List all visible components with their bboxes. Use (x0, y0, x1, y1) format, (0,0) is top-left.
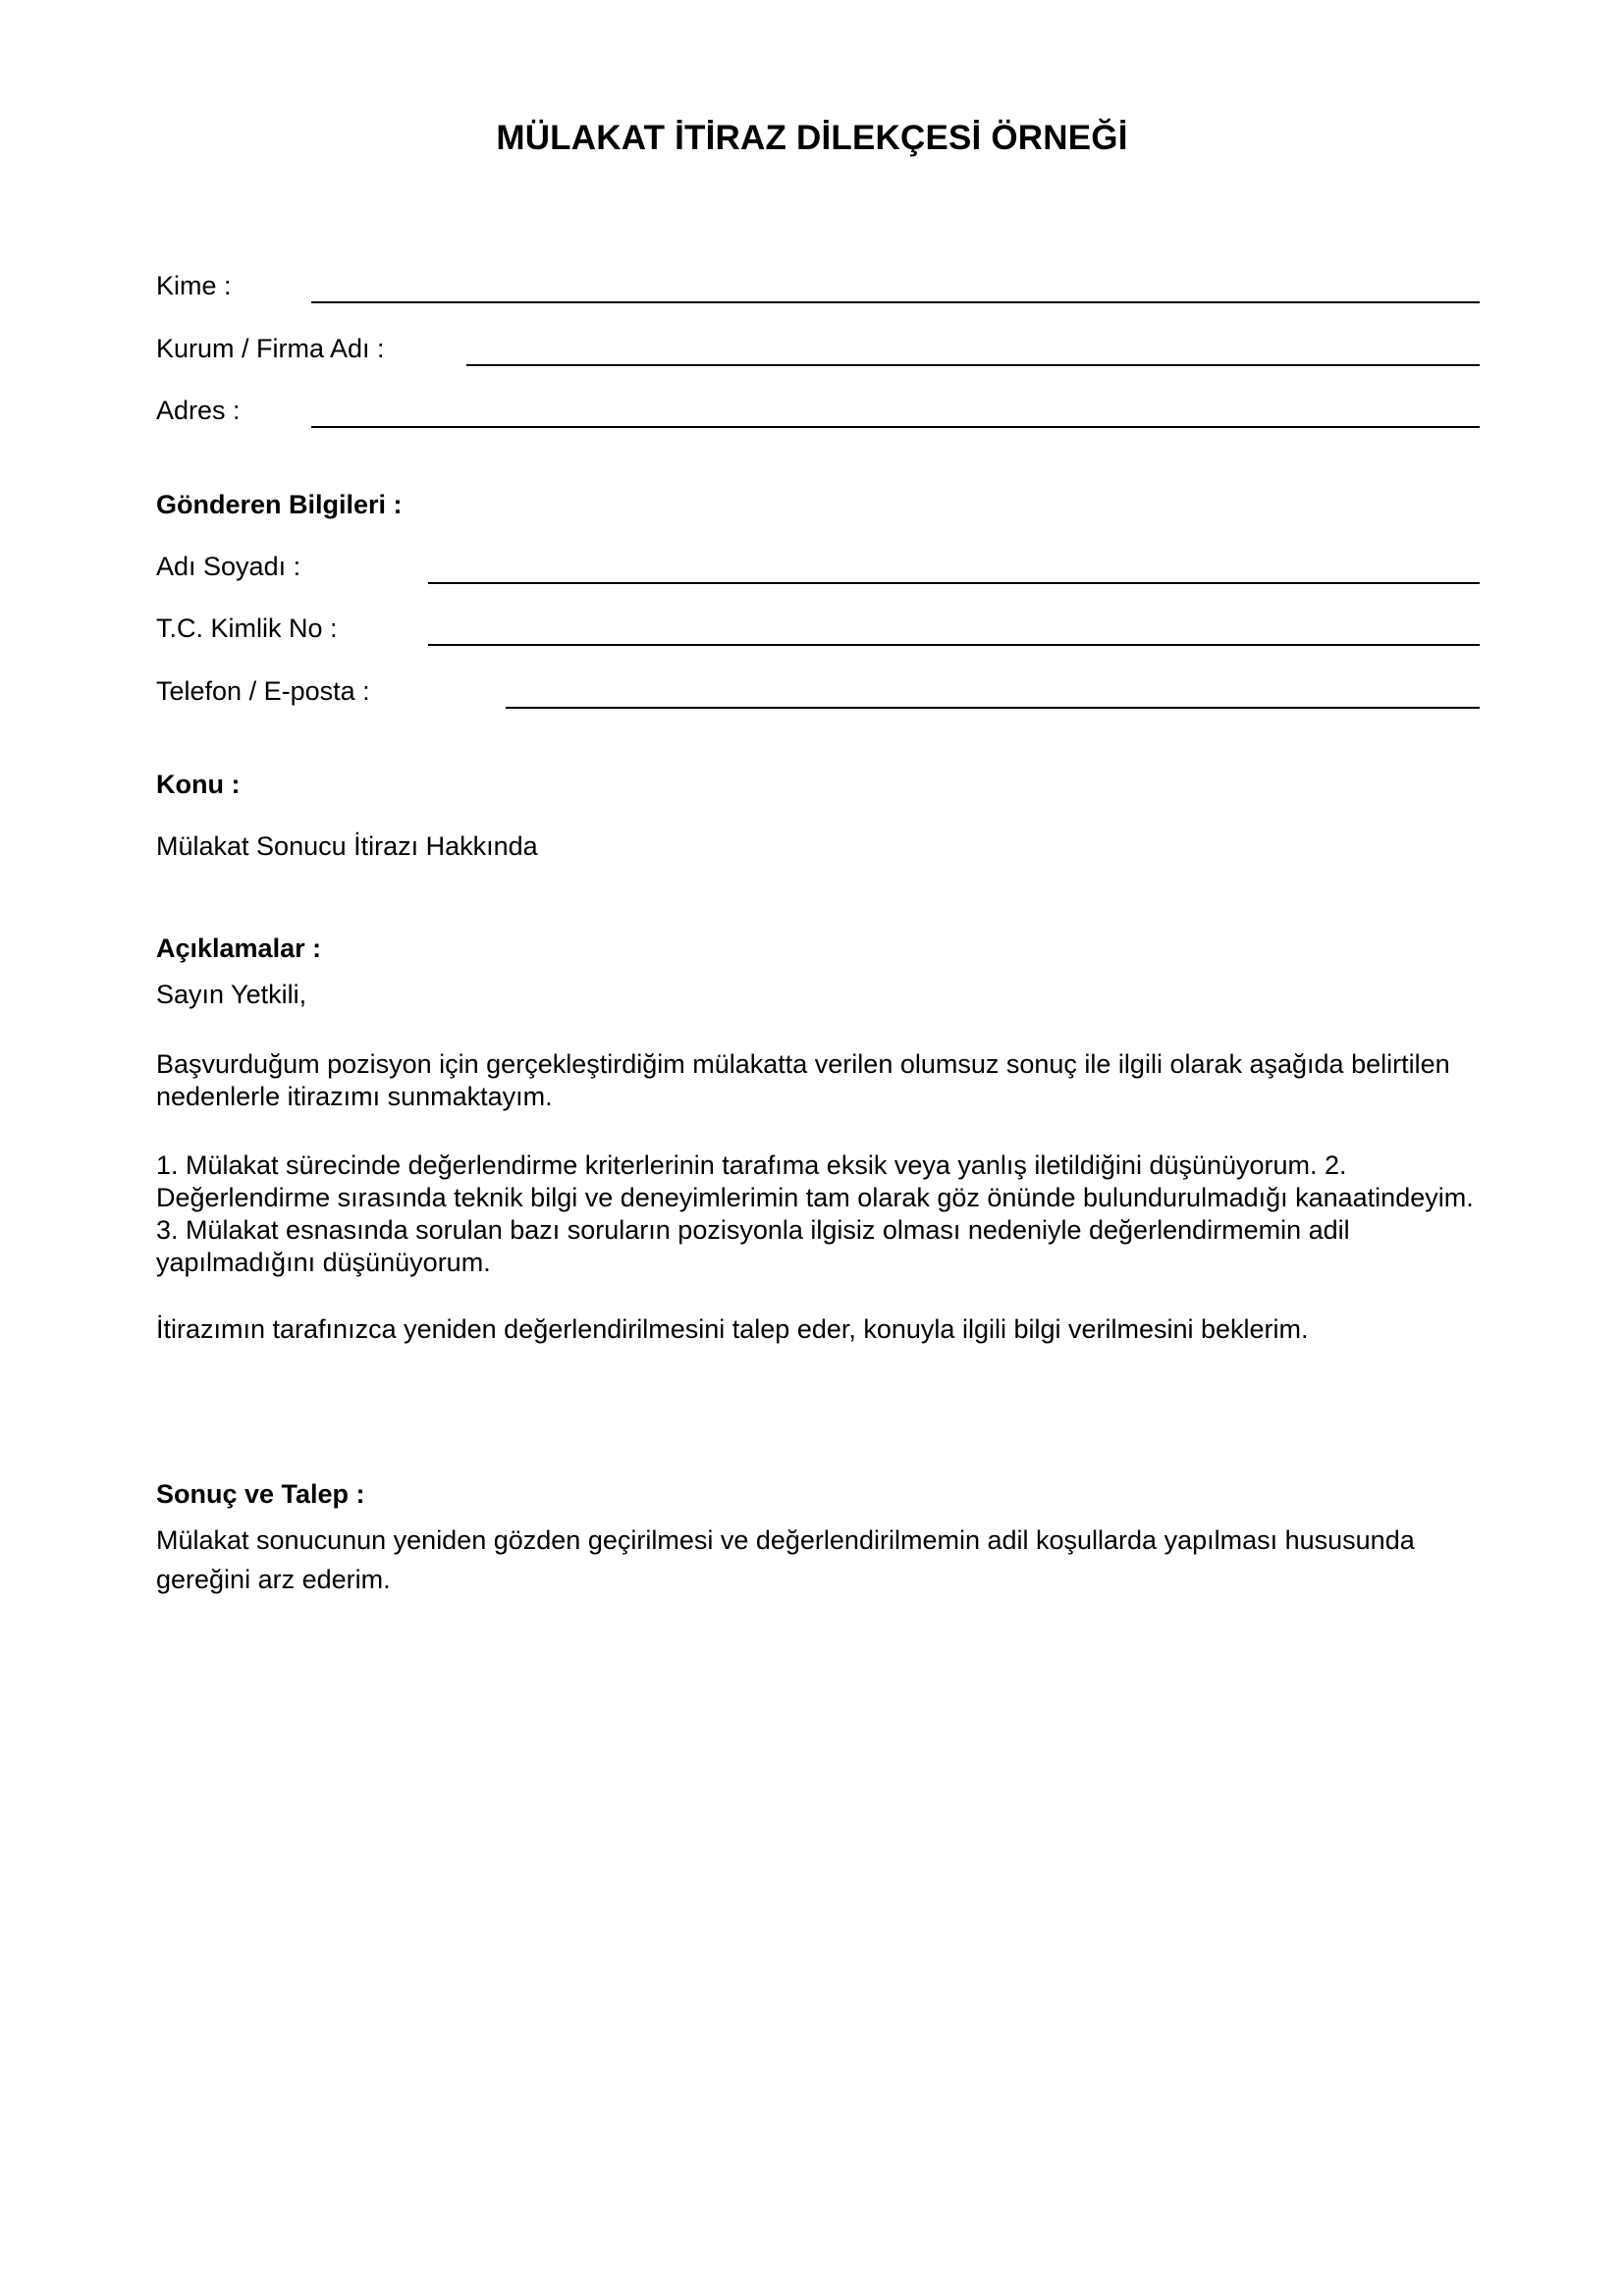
explanation-paragraph-3: İtirazımın tarafınızca yeniden değerlendirilmesini talep eder, konuyla ilgili bilgi verilmesini beklerim. (156, 1314, 1309, 1344)
conclusion-text: Mülakat sonucunun yeniden gözden geçirilmesi ve değerlendirilmemin adil koşullarda yapılması hususunda gereğini arz ederim. (156, 1525, 1415, 1594)
subject-heading: Konu : (156, 770, 241, 799)
kurum-firma-fill-line[interactable] (466, 364, 1480, 366)
telefon-eposta-label: Telefon / E-posta : (156, 676, 370, 706)
document-title: MÜLAKAT İTİRAZ DİLEKÇESİ ÖRNEĞİ (496, 119, 1128, 157)
kime-fill-line[interactable] (311, 301, 1480, 303)
greeting-text: Sayın Yetkili, (156, 980, 307, 1009)
kime-label: Kime : (156, 271, 232, 300)
sender-heading: Gönderen Bilgileri : (156, 490, 403, 519)
tc-kimlik-label: T.C. Kimlik No : (156, 614, 338, 643)
adres-fill-line[interactable] (311, 426, 1480, 428)
tc-kimlik-fill-line[interactable] (428, 644, 1480, 646)
conclusion-heading: Sonuç ve Talep : (156, 1479, 365, 1509)
kurum-firma-label: Kurum / Firma Adı : (156, 334, 385, 363)
ad-soyad-fill-line[interactable] (428, 582, 1480, 584)
subject-text: Mülakat Sonucu İtirazı Hakkında (156, 831, 538, 861)
ad-soyad-label: Adı Soyadı : (156, 552, 301, 581)
explanations-heading: Açıklamalar : (156, 934, 322, 963)
telefon-eposta-fill-line[interactable] (506, 707, 1480, 709)
explanation-paragraph-1: Başvurduğum pozisyon için gerçekleştirdiğim mülakatta verilen olumsuz sonuç ile ilgili olarak aşağıda belirtilen nedenlerle itirazımı sunmaktayım. (156, 1049, 1450, 1111)
explanation-paragraph-2: 1. Mülakat sürecinde değerlendirme kriterlerinin tarafıma eksik veya yanlış iletildiğini düşünüyorum. 2. Değerlendirme sırasında teknik bilgi ve deneyimlerimin tam olarak göz önünde bulundurulmadığı kanaatindeyim. 3. Mülakat esnasında sorulan bazı soruların pozisyonla ilgisiz olması nedeniyle değerlendirmemin adil yapılmadığını düşünüyorum. (156, 1150, 1474, 1277)
adres-label: Adres : (156, 396, 241, 425)
